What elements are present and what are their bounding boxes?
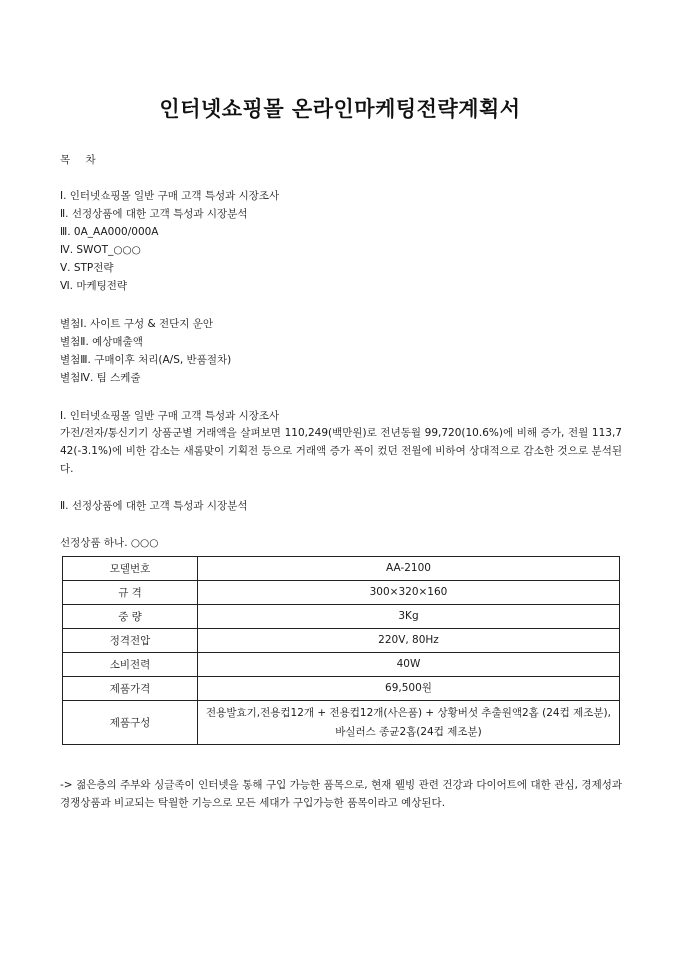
spec-label: 소비전력 — [63, 653, 198, 677]
spec-table — [62, 556, 620, 745]
spec-label: 모델번호 — [63, 557, 198, 581]
spec-value: 3Kg — [198, 605, 620, 629]
section1-body: 가전/전자/통신기기 상품군별 거래액을 살펴보면 110,249(백만원)로 전년동월 99,720(10.6%)에 비해 증가, 전월 113,742(-3.1%)에 비한 감소는 새롬맞이 기획전 등으로 거래액 증가 폭이 컸던 전월에 비하여 상대적으로 감소한 것으로 분석된다. — [60, 427, 622, 475]
toc-item: Ⅰ. 인터넷쇼핑몰 일반 구매 고객 특성과 시장조사 — [60, 190, 280, 202]
toc-item: Ⅳ. SWOT_○○○ — [60, 244, 141, 256]
spec-label: 정격전압 — [63, 629, 198, 653]
appendix-item: 별첨Ⅰ. 사이트 구성 & 전단지 운안 — [60, 318, 214, 330]
spec-label: 중 량 — [63, 605, 198, 629]
spec-value: AA-2100 — [198, 557, 620, 581]
document-title: 인터넷쇼핑몰 온라인마케팅전략계획서 — [159, 97, 521, 121]
product-label: 선정상품 하나. ○○○ — [60, 537, 159, 549]
spec-value: 전용발효기,전용컵12개 + 전용컵12개(사은품) + 상황버섯 추출원액2홉 (24컵 제조분),바실러스 종균2홉(24컵 제조분) — [198, 701, 620, 745]
toc-item: Ⅱ. 선정상품에 대한 고객 특성과 시장분석 — [60, 208, 248, 220]
table-row — [63, 605, 620, 629]
spec-label: 규 격 — [63, 581, 198, 605]
conclusion-text: -> 젊은층의 주부와 싱글족이 인터넷을 통해 구입 가능한 품목으로, 현재 웰빙 관련 건강과 다이어트에 대한 관심, 경제성과 경쟁상품과 비교되는 탁월한 기능으로 모든 세대가 구입가능한 품목이라고 예상된다. — [60, 779, 622, 809]
spec-value: 300×320×160 — [198, 581, 620, 605]
spec-label: 제품가격 — [63, 677, 198, 701]
toc-item: Ⅵ. 마케팅전략 — [60, 280, 128, 292]
table-row — [63, 581, 620, 605]
appendix-item: 별첨Ⅱ. 예상매출액 — [60, 336, 143, 348]
table-row — [63, 677, 620, 701]
toc-heading: 목 차 — [60, 154, 102, 166]
table-row — [63, 701, 620, 745]
table-row — [63, 557, 620, 581]
spec-label: 제품구성 — [63, 701, 198, 745]
appendix-item: 별첨Ⅳ. 팀 스케줄 — [60, 372, 141, 384]
toc-item: Ⅴ. STP전략 — [60, 262, 114, 274]
appendix-item: 별첨Ⅲ. 구매이후 처리(A/S, 반품절차) — [60, 354, 232, 366]
section1-heading: Ⅰ. 인터넷쇼핑몰 일반 구매 고객 특성과 시장조사 — [60, 410, 280, 422]
spec-value: 220V, 80Hz — [198, 629, 620, 653]
spec-value: 69,500원 — [198, 677, 620, 701]
toc-item: Ⅲ. 0A_AA000/000A — [60, 226, 159, 238]
spec-value: 40W — [198, 653, 620, 677]
table-row — [63, 653, 620, 677]
table-row — [63, 629, 620, 653]
section2-heading: Ⅱ. 선정상품에 대한 고객 특성과 시장분석 — [60, 500, 248, 512]
